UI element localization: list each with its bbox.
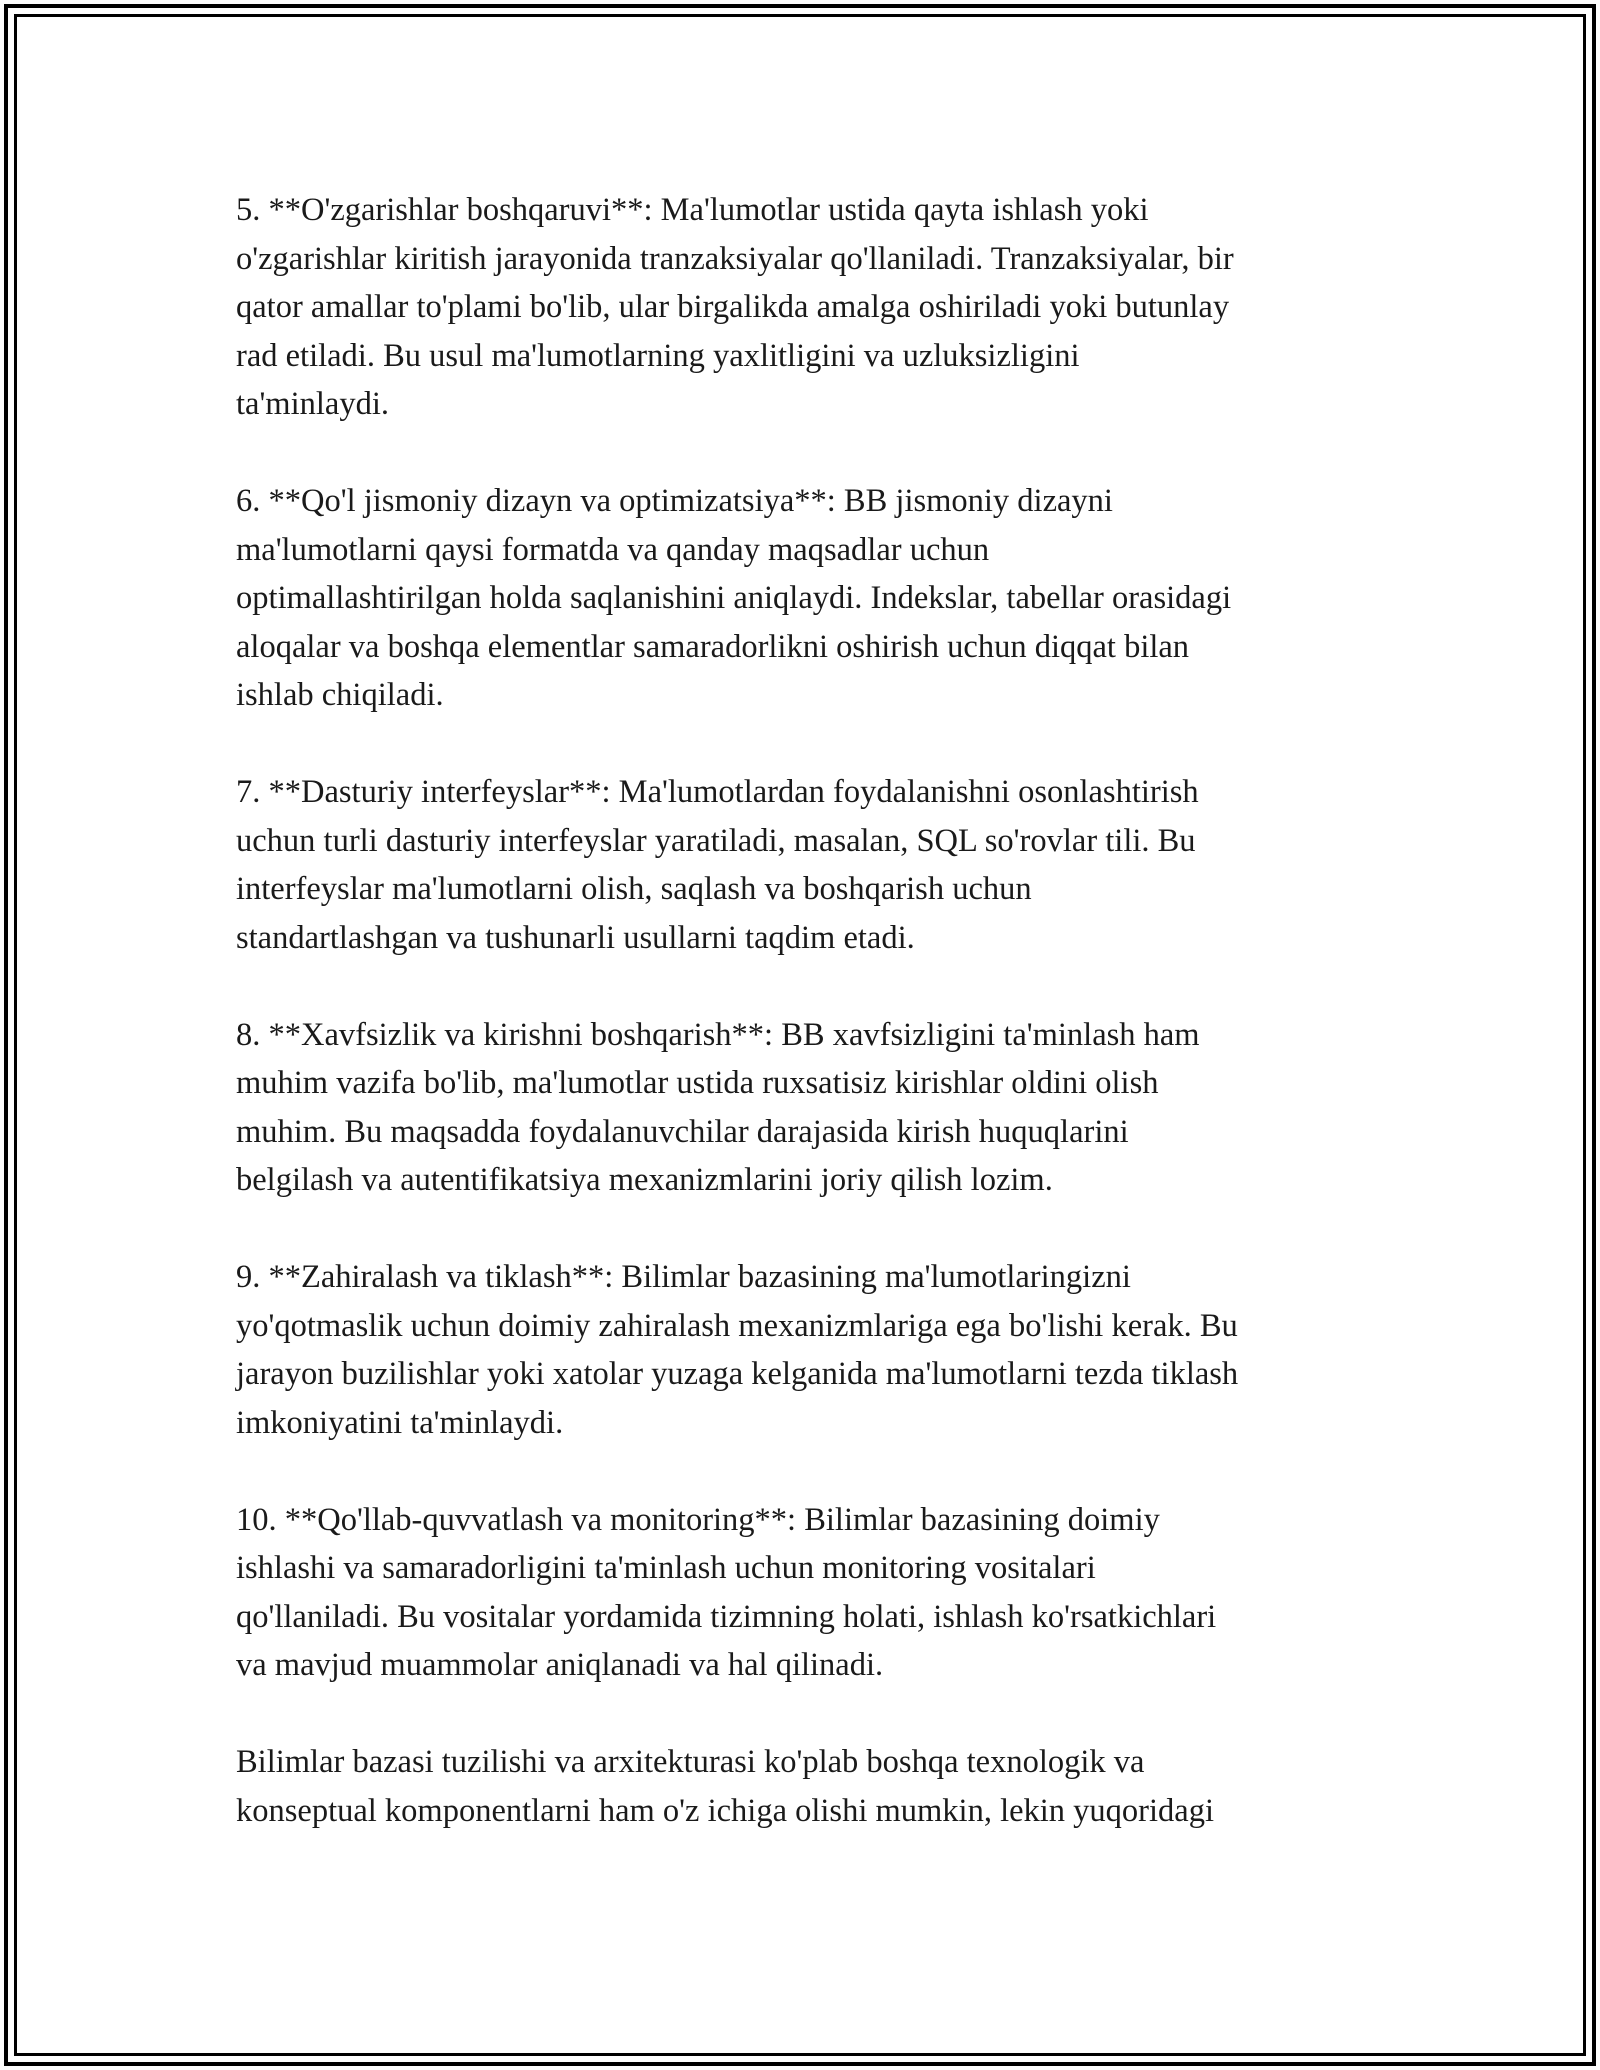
paragraph-item-9: 9. **Zahiralash va tiklash**: Bilimlar bazasining ma'lumotlaringizni yo'qotmaslik uchun doimiy zahiralash mexanizmlariga ega bo'lishi kerak. Bu jarayon buzilishlar yoki xatolar yuzaga kelganida ma'lumotlarni tezda tiklash imkoniyatini ta'minlaydi. bbox=[236, 1259, 1239, 1441]
document-body bbox=[236, 186, 1386, 1835]
paragraph-item-5: 5. **O'zgarishlar boshqaruvi**: Ma'lumotlar ustida qayta ishlash yoki o'zgarishlar kiritish jarayonida tranzaksiyalar qo'llaniladi. Tranzaksiyalar, bir qator amallar to'plami bo'lib, ular birgalikda amalga oshiriladi yoki butunlay rad etiladi. Bu usul ma'lumotlarning yaxlitligini va uzluksizligini ta'minlaydi. bbox=[236, 192, 1234, 422]
paragraph-item-8: 8. **Xavfsizlik va kirishni boshqarish**: BB xavfsizligini ta'minlash ham muhim vazifa bo'lib, ma'lumotlar ustida ruxsatisiz kirishlar oldini olish muhim. Bu maqsadda foydalanuvchilar darajasida kirish huquqlarini belgilash va autentifikatsiya mexanizmlarini joriy qilish lozim. bbox=[236, 1016, 1200, 1198]
paragraph-item-6: 6. **Qo'l jismoniy dizayn va optimizatsiya**: BB jismoniy dizayni ma'lumotlarni qaysi formatda va qanday maqsadlar uchun optimallashtirilgan holda saqlanishini aniqlaydi. Indekslar, tabellar orasidagi aloqalar va boshqa elementlar samaradorlikni oshirish uchun diqqat bilan ishlab chiqiladi. bbox=[236, 483, 1232, 713]
paragraph-conclusion: Bilimlar bazasi tuzilishi va arxitekturasi ko'plab boshqa texnologik va konseptual komponentlarni ham o'z ichiga olishi mumkin, lekin yuqoridagi bbox=[236, 1744, 1214, 1829]
paragraph-item-10: 10. **Qo'llab-quvvatlash va monitoring**: Bilimlar bazasining doimiy ishlashi va samaradorligini ta'minlash uchun monitoring vositalari qo'llaniladi. Bu vositalar yordamida tizimning holati, ishlash ko'rsatkichlari va mavjud muammolar aniqlanadi va hal qilinadi. bbox=[236, 1501, 1217, 1683]
paragraph-item-7: 7. **Dasturiy interfeyslar**: Ma'lumotlardan foydalanishni osonlashtirish uchun turli dasturiy interfeyslar yaratiladi, masalan, SQL so'rovlar tili. Bu interfeyslar ma'lumotlarni olish, saqlash va boshqarish uchun standartlashgan va tushunarli usullarni taqdim etadi. bbox=[236, 774, 1199, 956]
